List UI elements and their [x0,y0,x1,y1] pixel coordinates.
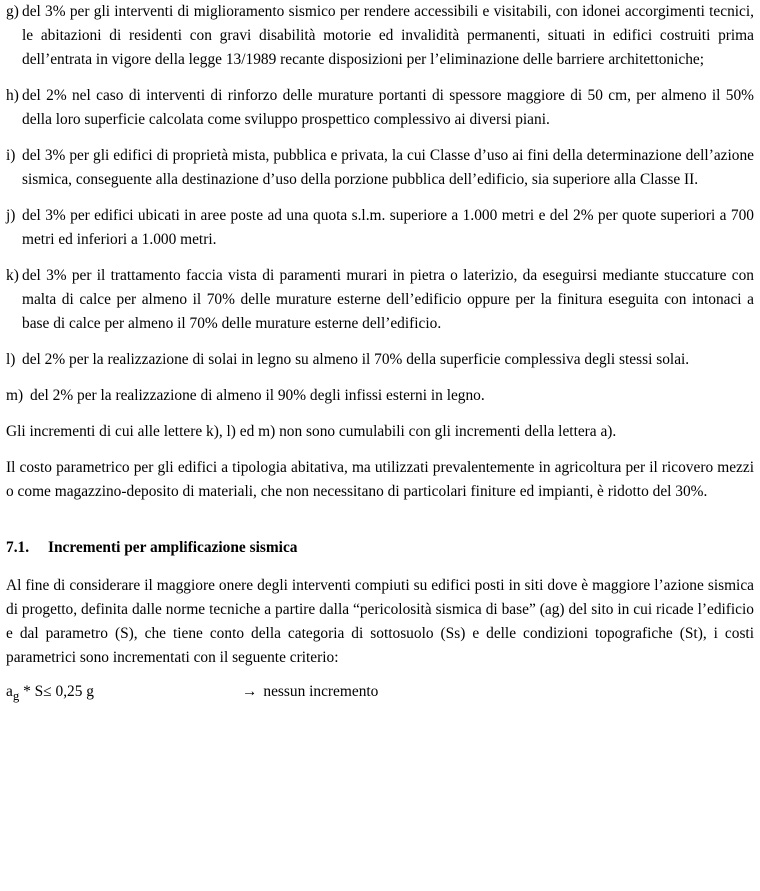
list-item-m [6,384,754,408]
list-item-text: del 2% per la realizzazione di almeno il 90% degli infissi esterni in legno. [30,387,485,404]
paragraph-agricultural-cost: Il costo parametrico per gli edifici a tipologia abitativa, ma utilizzati prevalentemente in agricoltura per il ricovero mezzi o come magazzino-deposito di materiali, che non necessitano di particolari finiture ed impianti, è ridotto del 30%. [6,459,754,500]
list-item-text: del 2% nel caso di interventi di rinforzo delle murature portanti di spessore maggiore di 50 cm, per almeno il 50% della loro superficie calcolata come sviluppo prospettico complessivo ai diversi piani. [22,87,754,128]
list-item-k [6,264,754,336]
formula-result: nessun incremento [263,683,379,700]
section-title: Incrementi per amplificazione sismica [48,539,298,556]
list-item-i [6,144,754,192]
list-item-text: del 3% per edifici ubicati in aree poste ad una quota s.l.m. superiore a 1.000 metri e del 2% per quote superiori a 700 metri ed inferiori a 1.000 metri. [22,207,754,248]
formula-subscript: g [12,689,20,704]
formula-row [6,680,754,708]
formula-variable: a [6,683,13,700]
section-number: 7.1. [6,539,30,556]
document-page [6,0,754,708]
list-marker: g) [6,3,19,20]
list-marker: l) [6,351,16,368]
list-item-text: del 2% per la realizzazione di solai in legno su almeno il 70% della superficie complessiva degli stessi solai. [22,351,690,368]
list-marker: h) [6,87,19,104]
arrow-right-icon: → [242,683,258,700]
list-item-g [6,0,754,72]
list-item-text: del 3% per gli interventi di miglioramento sismico per rendere accessibili e visitabili, con idonei accorgimenti tecnici, le abitazioni di residenti con gravi disabilità motorie ed invalidità permanenti, situati in edifici costruiti prima dell’entrata in vigore della legge 13/1989 recante disposizioni per l’eliminazione delle barriere architettoniche; [22,3,754,68]
paragraph-cumulability: Gli incrementi di cui alle lettere k), l) ed m) non sono cumulabili con gli incrementi della lettera a). [6,423,617,440]
list-marker: i) [6,147,16,164]
list-item-text: del 3% per il trattamento faccia vista di paramenti murari in pietra o laterizio, da eseguirsi mediante stuccature con malta di calce per almeno il 70% delle murature esterne dell’edificio oppure per la finitura eseguita con intonaci a base di calce per almeno il 70% delle murature esterne dell’edificio. [22,267,754,332]
list-marker: k) [6,267,19,284]
list-item-text: del 3% per gli edifici di proprietà mista, pubblica e privata, la cui Classe d’uso ai fini della determinazione dell’azione sismica, conseguente alla destinazione d’uso della porzione pubblica dell’edificio, sia superiore alla Classe II. [22,147,754,188]
section-heading [6,536,754,560]
list-marker: j) [6,207,16,224]
increment-list [6,0,754,408]
list-item-l [6,348,754,372]
paragraph-seismic-criteria: Al fine di considerare il maggiore onere degli interventi compiuti su edifici posti in siti dove è maggiore l’azione sismica di progetto, definita dalle norme tecniche a partire dalla “pericolosità sismica di base” (ag) del sito in cui ricade l’edificio e dal parametro (S), che tiene conto della categoria di sottosuolo (Ss) e delle condizioni topografiche (St), i costi parametrici sono incrementati con il seguente criterio: [6,577,754,666]
list-item-j [6,204,754,252]
list-marker: m) [6,387,24,404]
formula-condition [6,680,242,708]
formula-inequality: * S≤ 0,25 g [19,683,94,700]
list-item-h [6,84,754,132]
